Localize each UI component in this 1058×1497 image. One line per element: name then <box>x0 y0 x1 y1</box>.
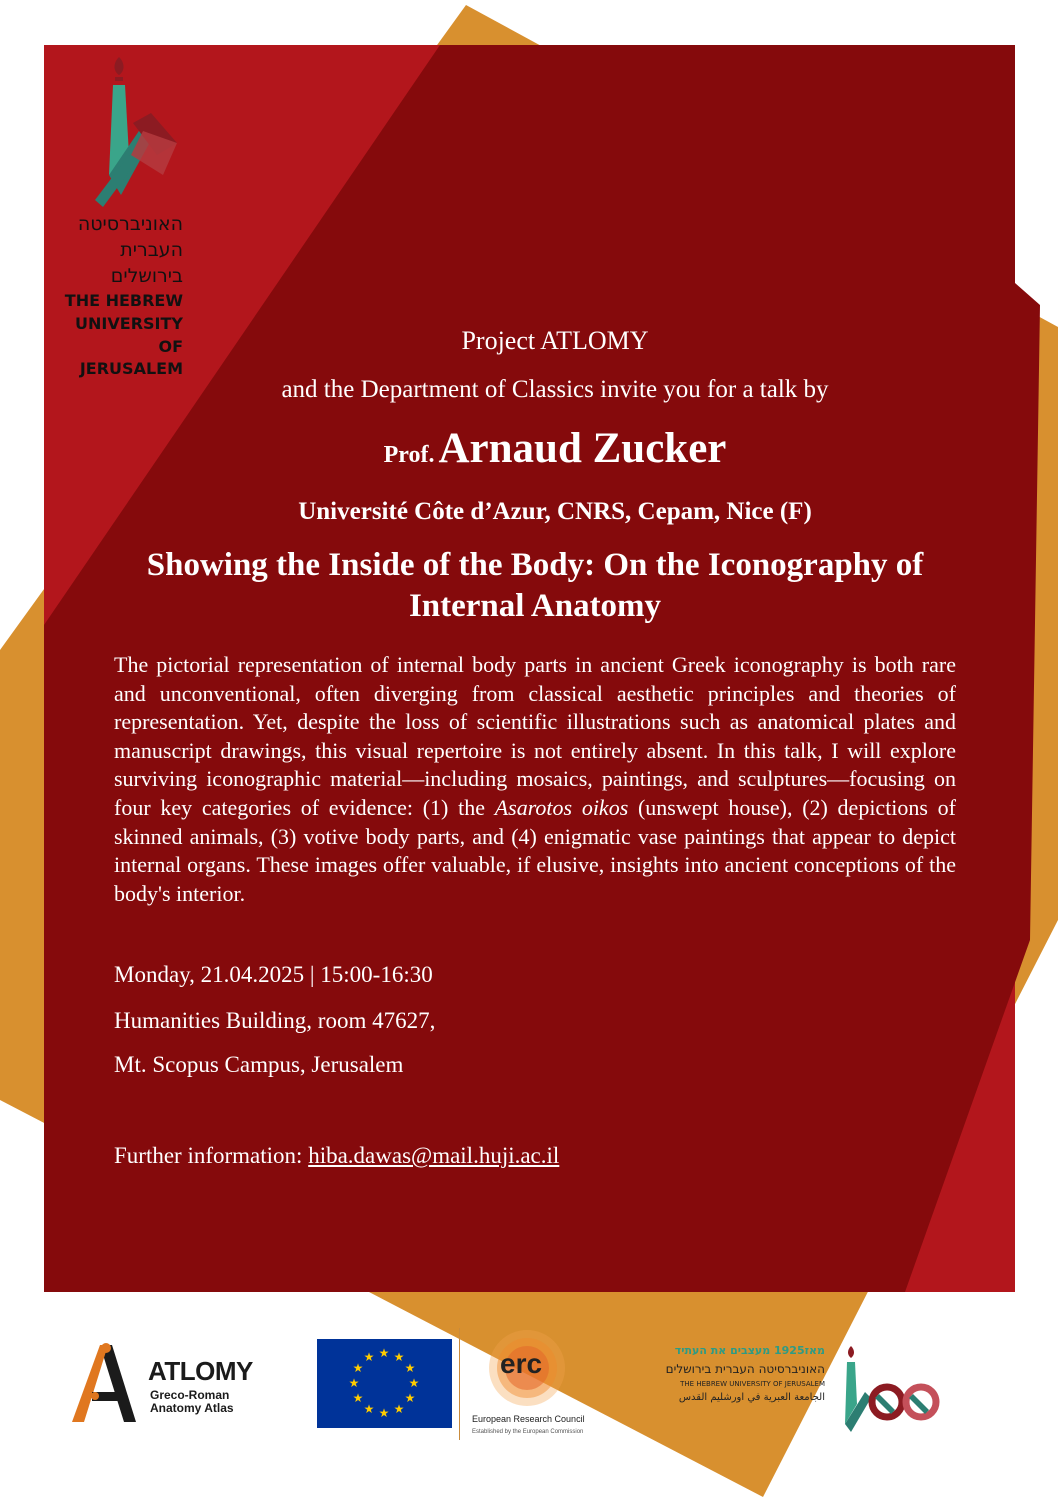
centennial-arabic-name: الجامعة العبرية في اورشليم القدس <box>678 1392 825 1403</box>
talk-title: Showing the Inside of the Body: On the Iconography of Internal Anatomy <box>146 547 924 624</box>
erc-abbreviation: erc <box>500 1348 543 1379</box>
svg-text:★: ★ <box>393 1402 405 1416</box>
svg-text:★: ★ <box>408 1376 420 1390</box>
atlomy-subtitle-2: Anatomy Atlas <box>150 1401 234 1415</box>
atlomy-emblem-icon <box>70 1340 150 1425</box>
university-name-english-2: UNIVERSITY <box>75 314 183 333</box>
invitation-line: and the Department of Classics invite you for a talk by <box>281 376 829 403</box>
eu-flag-icon <box>317 1339 452 1428</box>
atlomy-subtitle-1: Greco-Roman <box>150 1388 230 1402</box>
centennial-hebrew-name: האוניברסיטה העברית בירושלים <box>665 1362 825 1376</box>
contact-email-link[interactable]: hiba.dawas@mail.huji.ac.il <box>308 1143 560 1168</box>
svg-text:★: ★ <box>348 1376 360 1390</box>
centennial-100-icon <box>835 1344 945 1439</box>
svg-text:★: ★ <box>404 1391 416 1405</box>
svg-text:★: ★ <box>378 1346 390 1360</box>
university-name-hebrew-2: העברית <box>120 239 183 261</box>
hebrew-university-logo <box>55 55 205 378</box>
erc-logo <box>472 1326 597 1441</box>
speaker-name: Arnaud Zucker <box>438 425 727 472</box>
centennial-english-name: THE HEBREW UNIVERSITY OF JERUSALEM <box>680 1380 825 1388</box>
erc-subtitle: Established by the European Commission <box>472 1429 584 1435</box>
erc-name: European Research Council <box>472 1414 585 1424</box>
university-name-english-1: THE HEBREW <box>64 291 183 310</box>
svg-text:★: ★ <box>363 1402 375 1416</box>
event-date: Monday, 21.04.2025 | 15:00-16:30 <box>114 962 433 987</box>
university-name-english-3: OF JERUSALEM <box>79 337 183 378</box>
further-information <box>114 1143 559 1169</box>
svg-text:★: ★ <box>352 1361 364 1375</box>
project-title: Project ATLOMY <box>461 326 649 355</box>
speaker-prefix: Prof. <box>383 442 435 468</box>
info-label: Further information: <box>114 1143 309 1168</box>
atlomy-logo <box>70 1340 270 1425</box>
svg-text:★: ★ <box>363 1350 375 1364</box>
speaker-affiliation: Université Côte d’Azur, CNRS, Cepam, Nice (F) <box>298 498 812 525</box>
university-name-hebrew-3: בירושלים <box>110 265 183 287</box>
svg-text:★: ★ <box>352 1391 364 1405</box>
svg-text:★: ★ <box>393 1350 405 1364</box>
event-campus: Mt. Scopus Campus, Jerusalem <box>114 1052 404 1077</box>
centennial-slogan: מאז1925 מעצבים את העתיד <box>674 1344 825 1357</box>
event-building: Humanities Building, room 47627, <box>114 1008 436 1033</box>
speaker-heading <box>0 424 1058 473</box>
university-name-hebrew-1: האוניברסיטה <box>77 213 183 235</box>
svg-text:★: ★ <box>404 1361 416 1375</box>
abstract-text-1: The pictorial representation of internal body parts in ancient Greek iconography is both rare and unconventional, often diverging from classical aesthetic principles and theories of representation. Yet, despite the loss of scientific illustrations such as anatomical plates and manuscript drawings, this visual repertoire is not entirely absent. In this talk, I will explore surviving iconographic material—including mosaics, paintings, and sculptures—focusing on four key categories of evidence: (1) the <box>114 652 956 820</box>
logo-divider <box>459 1328 460 1440</box>
abstract-paragraph <box>114 651 956 908</box>
abstract-italic-term: Asarotos oikos <box>494 794 629 820</box>
atlomy-title: ATLOMY <box>148 1356 253 1386</box>
university-emblem-icon <box>93 55 183 210</box>
abstract-text-2: (unswept house), (2) depictions of skinned animals, (3) votive body parts, and (4) enigmatic vase paintings that appear to depict internal organs. These images offer valuable, if elusive, insights into ancient conceptions of the body's interior. <box>114 794 957 906</box>
centennial-logo <box>655 1344 945 1439</box>
svg-text:★: ★ <box>378 1406 390 1420</box>
